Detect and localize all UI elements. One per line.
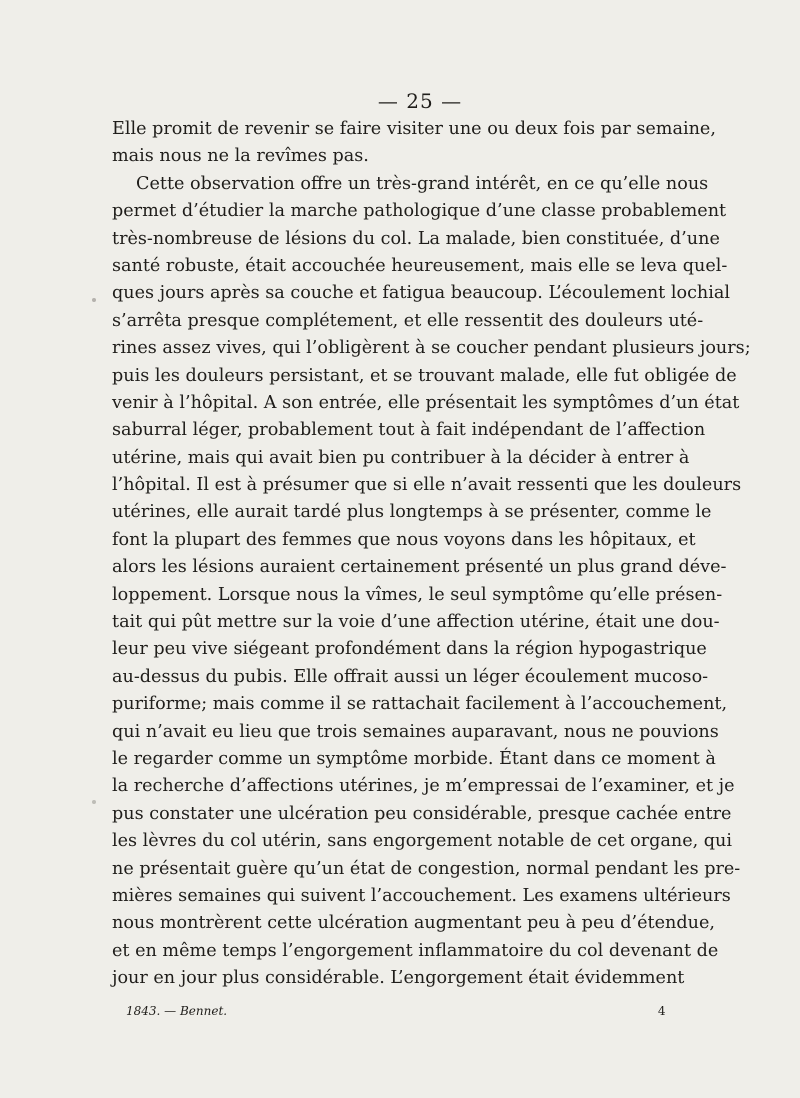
text-line: rines assez vives, qui l’obligèrent à se coucher pendant plusieurs jours; bbox=[112, 338, 751, 359]
text-line: jour en jour plus considérable. L’engorgement était évidemment bbox=[112, 968, 685, 989]
printer-signature: 1843. — Bennet. bbox=[126, 1004, 228, 1018]
text-line: mières semaines qui suivent l’accouchement. Les examens ultérieurs bbox=[112, 885, 731, 906]
text-line: le regarder comme un symptôme morbide. Étant dans ce moment à bbox=[112, 748, 716, 769]
text-line: font la plupart des femmes que nous voyons dans les hôpitaux, et bbox=[112, 529, 696, 550]
text-line: tait qui pût mettre sur la voie d’une affection utérine, était une dou- bbox=[112, 612, 720, 633]
text-line: loppement. Lorsque nous la vîmes, le seul symptôme qu’elle présen- bbox=[112, 584, 723, 605]
text-line: utérine, mais qui avait bien pu contribuer à la décider à entrer à bbox=[112, 447, 690, 468]
text-line: s’arrêta presque complétement, et elle ressentit des douleurs uté- bbox=[112, 310, 704, 331]
text-line: saburral léger, probablement tout à fait indépendant de l’affection bbox=[112, 420, 706, 441]
text-line: permet d’étudier la marche pathologique d’une classe probablement bbox=[112, 201, 727, 222]
text-line: la recherche d’affections utérines, je m’empressai de l’examiner, et je bbox=[112, 776, 735, 797]
text-line: l’hôpital. Il est à présumer que si elle n’avait ressenti que les douleurs bbox=[112, 475, 742, 496]
page-number: — 25 — bbox=[377, 89, 463, 113]
text-line: leur peu vive siégeant profondément dans la région hypogastrique bbox=[112, 639, 707, 660]
page-footer bbox=[126, 1004, 666, 1018]
text-line: utérines, elle aurait tardé plus longtemps à se présenter, comme le bbox=[112, 502, 712, 523]
text-line: ques jours après sa couche et fatigua beaucoup. L’écoulement lochial bbox=[112, 283, 730, 304]
text-line: très-nombreuse de lésions du col. La malade, bien constituée, d’une bbox=[112, 228, 720, 249]
text-line: santé robuste, était accouchée heureusement, mais elle se leva quel- bbox=[112, 255, 728, 276]
text-line: venir à l’hôpital. A son entrée, elle présentait les symptômes d’un état bbox=[112, 392, 740, 413]
paper-speck bbox=[92, 800, 96, 804]
text-line: mais nous ne la revîmes pas. bbox=[112, 146, 369, 167]
text-line: Cette observation offre un très-grand intérêt, en ce qu’elle nous bbox=[136, 173, 709, 194]
text-line: nous montrèrent cette ulcération augmentant peu à peu d’étendue, bbox=[112, 913, 715, 934]
body-text bbox=[112, 116, 751, 993]
text-line: les lèvres du col utérin, sans engorgement notable de cet organe, qui bbox=[112, 831, 733, 852]
paper-speck bbox=[92, 298, 96, 302]
text-line: Elle promit de revenir se faire visiter une ou deux fois par semaine, bbox=[112, 119, 716, 139]
text-line: qui n’avait eu lieu que trois semaines auparavant, nous ne pouvions bbox=[112, 721, 719, 742]
text-line: puriforme; mais comme il se rattachait facilement à l’accouchement, bbox=[112, 694, 728, 715]
text-line: alors les lésions auraient certainement présenté un plus grand déve- bbox=[112, 557, 727, 578]
sheet-number: 4 bbox=[657, 1004, 666, 1018]
text-line: pus constater une ulcération peu considérable, presque cachée entre bbox=[112, 803, 732, 824]
text-line: et en même temps l’engorgement inflammatoire du col devenant de bbox=[112, 940, 719, 961]
text-line: au-dessus du pubis. Elle offrait aussi un léger écoulement mucoso- bbox=[112, 666, 709, 687]
text-line: ne présentait guère qu’un état de congestion, normal pendant les pre- bbox=[112, 858, 741, 879]
text-line: puis les douleurs persistant, et se trouvant malade, elle fut obligée de bbox=[112, 365, 737, 386]
